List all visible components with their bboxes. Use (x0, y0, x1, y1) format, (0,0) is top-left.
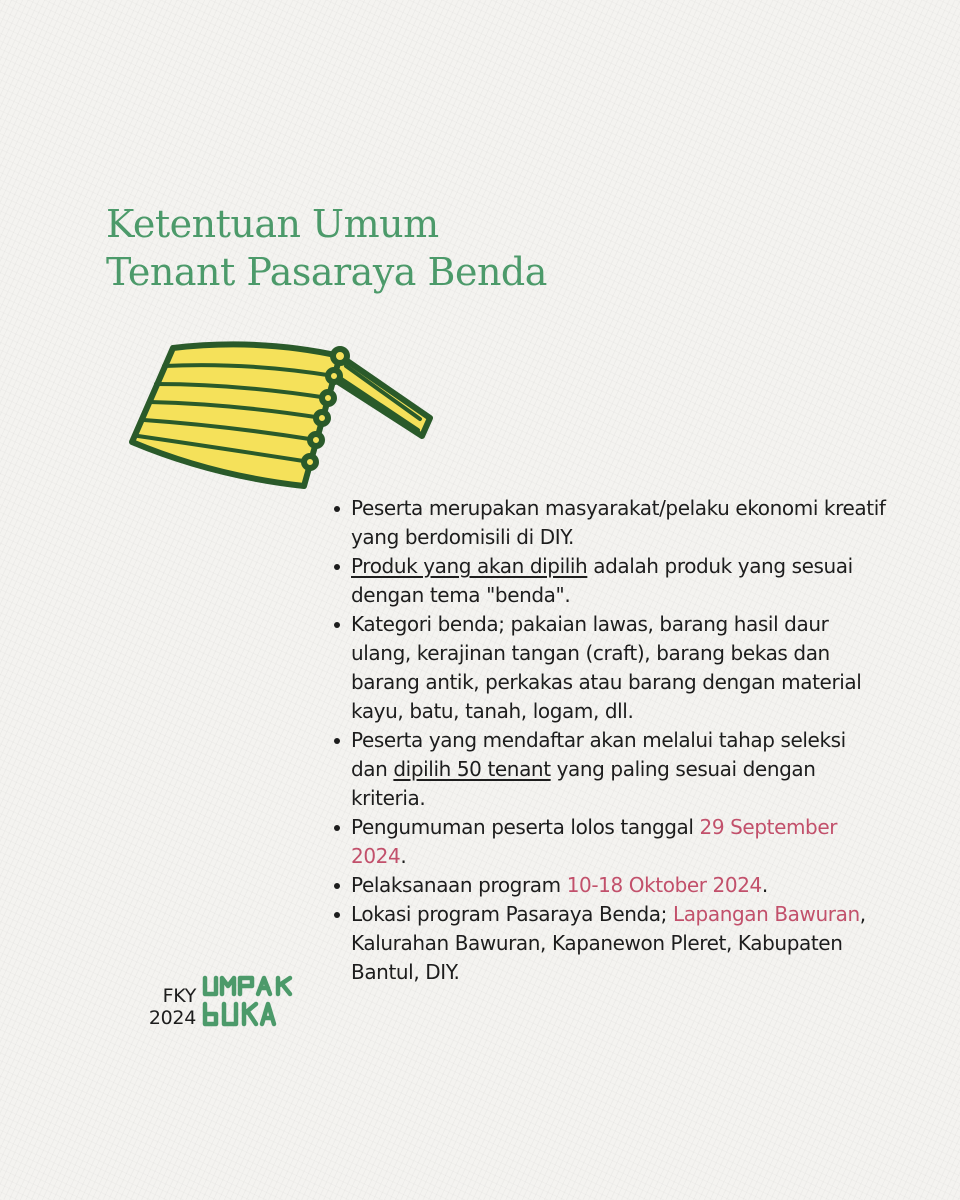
rule-text: Peserta merupakan masyarakat/pelaku ekonomi kreatif yang berdomisili di DIY. (351, 496, 886, 549)
rule-text: Peserta yang mendaftar akan melalui tahap seleksi dan (351, 728, 846, 781)
rule-text: Pengumuman peserta lolos tanggal (351, 815, 700, 839)
page-title (106, 200, 547, 296)
rule-highlight-location: Lapangan Bawuran (672, 902, 860, 926)
rule-text: Kategori benda; pakaian lawas, barang hasil daur ulang, kerajinan tangan (craft), barang bekas dan barang antik, perkakas atau barang dengan material kayu, batu, tanah, logam, dll. (351, 612, 862, 723)
list-item (328, 900, 888, 987)
fky-logo (114, 972, 314, 1032)
rule-text: Lokasi program Pasaraya Benda; (351, 902, 673, 926)
rule-highlight-date: 10-18 Oktober 2024 (566, 873, 762, 897)
rule-text: . (400, 844, 407, 868)
rule-underlined-text: Produk yang akan dipilih (351, 554, 588, 578)
rule-text: adalah produk yang sesuai dengan tema "benda". (351, 554, 853, 607)
list-item (328, 726, 888, 813)
rules-list (328, 494, 888, 987)
rule-text: . (761, 873, 768, 897)
bamboo-mat-tent-icon (118, 326, 448, 496)
list-item (328, 610, 888, 726)
rule-underlined-text: dipilih 50 tenant (393, 757, 551, 781)
list-item (328, 871, 888, 900)
umpak-buka-wordmark-icon (202, 974, 314, 1030)
list-item (328, 494, 888, 552)
rule-text: , Kalurahan Bawuran, Kapanewon Pleret, Kabupaten Bantul, DIY. (351, 902, 866, 984)
list-item (328, 552, 888, 610)
list-item (328, 813, 888, 871)
title-line-1: Ketentuan Umum (106, 202, 439, 246)
rule-text: yang paling sesuai dengan kriteria. (351, 757, 816, 810)
logo-year-text: 2024 (148, 1007, 196, 1029)
title-line-2: Tenant Pasaraya Benda (106, 250, 547, 294)
rule-text: Pelaksanaan program (351, 873, 567, 897)
logo-fky-text: FKY (162, 985, 196, 1007)
rule-highlight-date: 29 September 2024 (351, 815, 838, 868)
